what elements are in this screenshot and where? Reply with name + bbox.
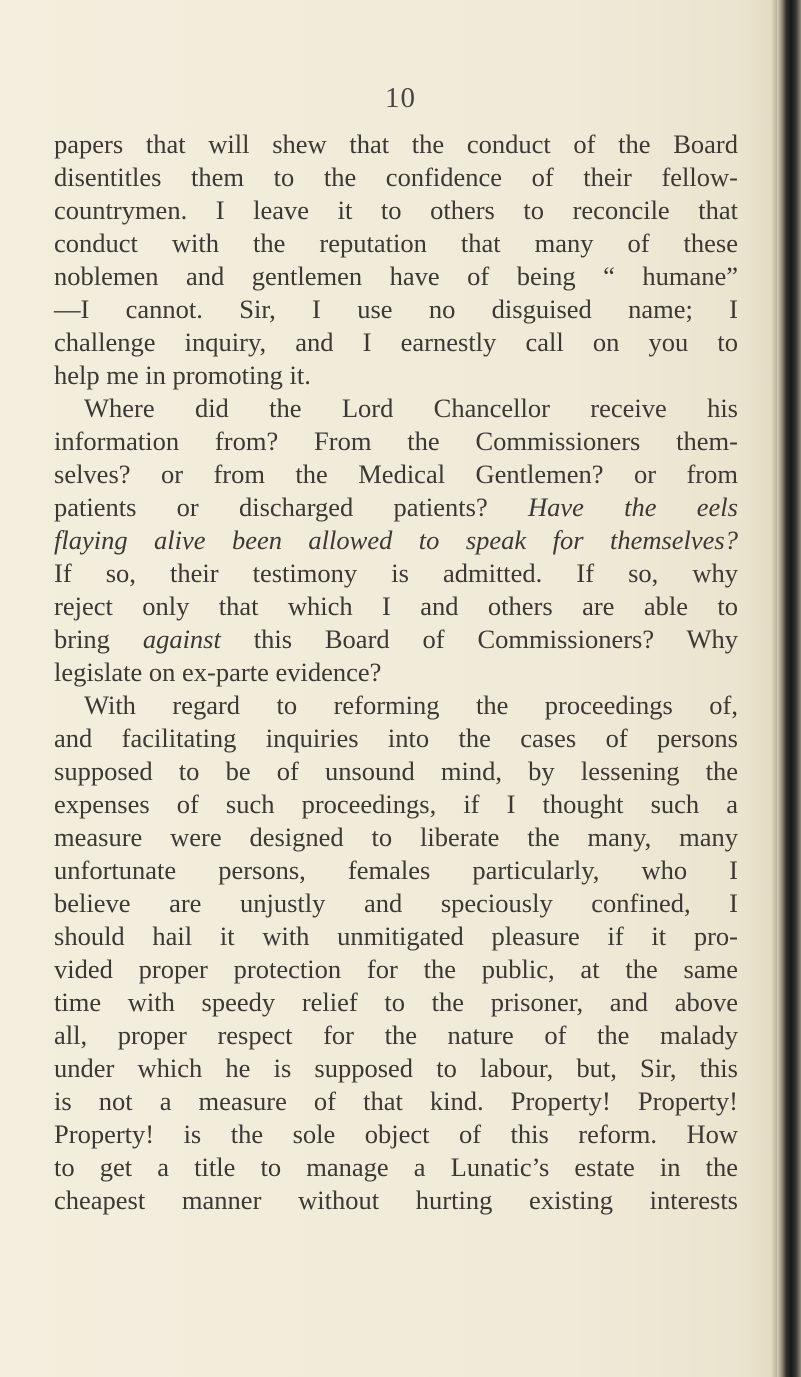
text-line: noblemen and gentlemen have of being “ humane” xyxy=(54,261,738,291)
text-line: should hail it with unmitigated pleasure if it pro- xyxy=(54,921,738,951)
text-line: cheapest manner without hurting existing interests xyxy=(54,1185,738,1215)
text-line-mixed xyxy=(54,623,738,656)
text-line: all, proper respect for the nature of the malady xyxy=(54,1020,738,1050)
text-line: measure were designed to liberate the many, many xyxy=(54,822,738,852)
italic-segment: against xyxy=(142,624,221,654)
text-line: believe are unjustly and speciously confined, I xyxy=(54,888,738,918)
text-line: is not a measure of that kind. Property! Property! xyxy=(54,1086,738,1116)
text-line: challenge inquiry, and I earnestly call on you to xyxy=(54,327,738,357)
text-line: supposed to be of unsound mind, by lessening the xyxy=(54,756,738,786)
text-line: help me in promoting it. xyxy=(54,360,311,390)
text-segment: this Board of Commissioners? Why xyxy=(253,624,739,654)
text-line: Where did the Lord Chancellor receive his xyxy=(84,393,738,423)
book-spine-edge xyxy=(777,0,801,1377)
text-line-italic xyxy=(54,524,738,557)
text-line: disentitles them to the confidence of their fellow- xyxy=(54,162,738,192)
text-line: Property! is the sole object of this reform. How xyxy=(54,1119,738,1149)
text-line: to get a title to manage a Lunatic’s estate in the xyxy=(54,1152,738,1182)
text-line: conduct with the reputation that many of these xyxy=(54,228,738,258)
text-line-mixed xyxy=(54,491,738,524)
text-line: —I cannot. Sir, I use no disguised name; I xyxy=(54,294,738,324)
text-line: reject only that which I and others are able to xyxy=(54,591,738,621)
text-line: papers that will shew that the conduct of the Board xyxy=(54,129,738,159)
text-line: time with speedy relief to the prisoner, and above xyxy=(54,987,738,1017)
text-line: vided proper protection for the public, at the same xyxy=(54,954,738,984)
italic-segment: flaying alive been allowed to speak for themselves? xyxy=(54,525,738,555)
text-segment: patients or discharged patients? xyxy=(54,492,488,522)
text-line: expenses of such proceedings, if I thought such a xyxy=(54,789,738,819)
text-line: information from? From the Commissioners them- xyxy=(54,426,738,456)
text-line: legislate on ex-parte evidence? xyxy=(54,657,382,687)
text-line: selves? or from the Medical Gentlemen? or from xyxy=(54,459,738,489)
text-line: If so, their testimony is admitted. If so, why xyxy=(54,558,738,588)
text-line: and facilitating inquiries into the cases of persons xyxy=(54,723,738,753)
text-line: unfortunate persons, females particularly, who I xyxy=(54,855,738,885)
page-number: 10 xyxy=(385,82,416,114)
body-text xyxy=(54,128,738,1217)
text-line: countrymen. I leave it to others to reconcile that xyxy=(54,195,738,225)
text-line: With regard to reforming the proceedings of, xyxy=(84,690,738,720)
text-segment: bring xyxy=(54,624,110,654)
text-line: under which he is supposed to labour, but, Sir, this xyxy=(54,1053,738,1083)
italic-segment: Have the eels xyxy=(528,492,738,522)
